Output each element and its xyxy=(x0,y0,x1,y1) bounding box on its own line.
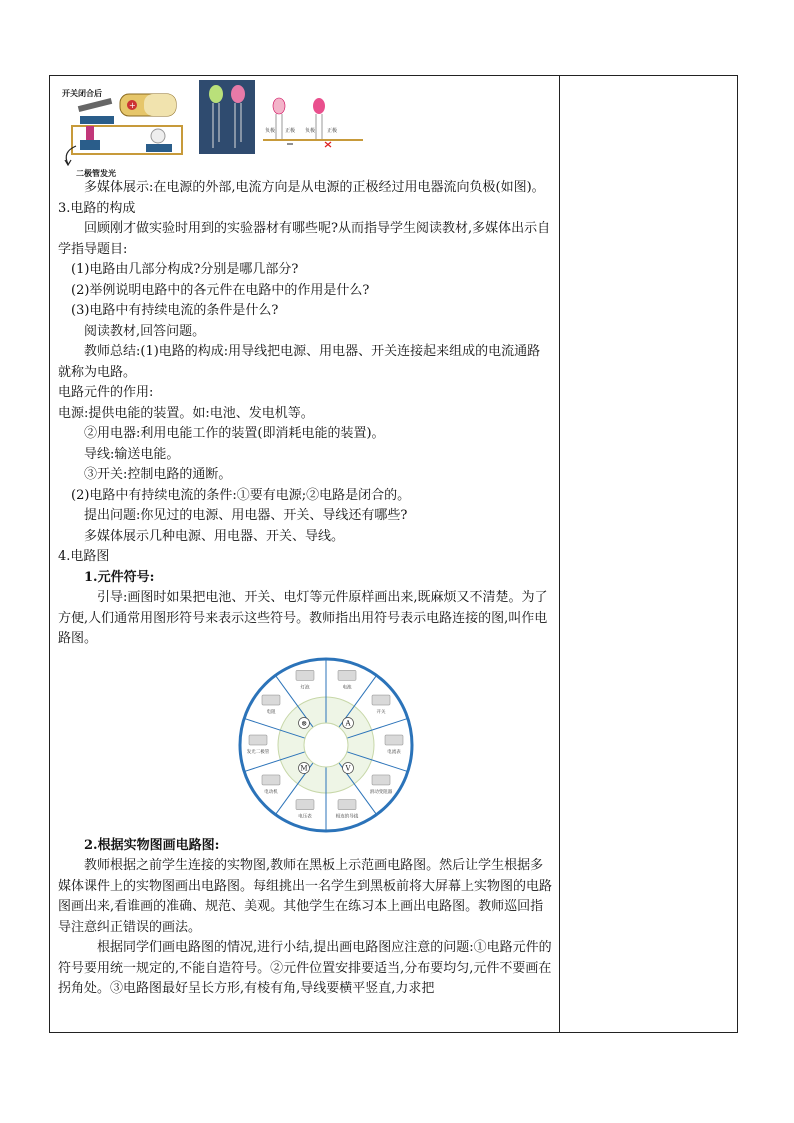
component-photo xyxy=(338,670,356,680)
svg-text:+: + xyxy=(129,101,136,110)
wheel-label: 电流表 xyxy=(387,749,401,755)
sub-heading: 1.元件符号: xyxy=(84,569,155,585)
wheel-label: 电压表 xyxy=(298,814,312,820)
question: (2)举例说明电路中的各元件在电路中的作用是什么? xyxy=(71,282,370,298)
question: (3)电路中有持续电流的条件是什么? xyxy=(71,303,279,318)
wheel-label: 发光二极管 xyxy=(246,749,270,755)
paragraph: 导线:输送电能。 xyxy=(84,446,180,462)
svg-text:负极: 负极 xyxy=(265,128,276,134)
lesson-table xyxy=(49,75,738,1033)
symbol-letter: ⊗ xyxy=(301,719,307,727)
wheel-label: 滑动变阻器 xyxy=(369,789,393,795)
top-figures xyxy=(58,76,552,178)
component-photo xyxy=(296,670,314,680)
paragraph: ③开关:控制电路的通断。 xyxy=(84,467,232,482)
paragraph: (2)电路中有持续电流的条件:①要有电源;②电路是闭合的。 xyxy=(71,487,411,503)
switch-closed-caption: 开关闭合后 xyxy=(62,89,102,98)
paragraph: 电路元件的作用: xyxy=(58,385,154,400)
arrow-icon xyxy=(60,144,80,166)
column-divider xyxy=(559,76,560,1032)
led-polarity-figure xyxy=(263,96,363,154)
paragraph: 提出问题:你见过的电源、用电器、开关、导线还有哪些? xyxy=(84,508,408,523)
paragraph: 根据同学们画电路图的情况,进行小结,提出画电路图应注意的问题:①电路元件的符号要用统一规定的,不能自造符号。②元件位置安排要适当,分布要均匀,元件不要画在拐角处。③电路图最好呈长方形,有棱有角,导线要横平竖直,力求把 xyxy=(58,940,552,996)
section-heading: 3.电路的构成 xyxy=(58,200,136,216)
svg-text:负极: 负极 xyxy=(305,128,316,134)
paragraph: 回顾刚才做实验时用到的实验器材有哪些呢?从而指导学生阅读教材,多媒体出示自学指导题目: xyxy=(58,221,551,257)
svg-text:正极: 正极 xyxy=(327,128,338,134)
paragraph: 阅读教材,回答问题。 xyxy=(84,323,206,339)
wheel-label: 灯泡 xyxy=(300,684,310,690)
wheel-label: 电池 xyxy=(342,684,352,690)
section-heading: 4.电路图 xyxy=(58,549,110,564)
symbol-letter: V xyxy=(345,764,351,772)
component-symbol-wheel xyxy=(58,656,552,834)
paragraph: 多媒体展示:在电源的外部,电流方向是从电源的正极经过用电器流向负极(如图)。 xyxy=(84,180,545,195)
wheel-label: 电动机 xyxy=(264,789,278,795)
component-photo xyxy=(262,695,280,705)
led-glow-caption: 二极管发光 xyxy=(76,169,116,178)
sub-heading: 2.根据实物图画电路图: xyxy=(84,837,220,853)
component-photo xyxy=(338,799,356,809)
svg-text:正极: 正极 xyxy=(285,128,296,134)
symbol-letter: M xyxy=(300,764,308,772)
component-photo xyxy=(372,695,390,705)
component-photo xyxy=(385,735,403,745)
component-photo xyxy=(296,799,314,809)
component-photo xyxy=(249,735,267,745)
component-photo xyxy=(372,774,390,784)
symbol-letter: A xyxy=(345,719,351,727)
component-photo xyxy=(262,774,280,784)
wheel-label: 电阻 xyxy=(266,709,276,715)
paragraph: 电源:提供电能的装置。如:电池、发电机等。 xyxy=(58,405,314,421)
wheel-label: 相连的导线 xyxy=(335,814,359,820)
led-photo xyxy=(199,80,255,154)
paragraph: 教师根据之前学生连接的实物图,教师在黑板上示范画电路图。然后让学生根据多媒体课件上的实物图画出电路图。每组挑出一名学生到黑板前将大屏幕上实物图的电路图画出来,看谁画的准确、规范、美观。其他学生在练习本上画出电路图。教师巡回指导注意纠正错误的画法。 xyxy=(58,858,553,935)
symbol-wheel-figure xyxy=(236,656,416,834)
wheel-label: 开关 xyxy=(376,709,386,715)
paragraph: 引导:画图时如果把电池、开关、电灯等元件原样画出来,既麻烦又不清楚。为了方便,人们通常用图形符号来表示这些符号。教师指出用符号表示电路连接的图,叫作电路图。 xyxy=(58,590,548,646)
paragraph: 教师总结:(1)电路的构成:用导线把电源、用电器、开关连接起来组成的电流通路就称为电路。 xyxy=(58,344,541,380)
paragraph: 多媒体展示几种电源、用电器、开关、导线。 xyxy=(84,528,345,544)
question: (1)电路由几部分构成?分别是哪几部分? xyxy=(71,262,299,277)
wheel-center xyxy=(304,723,348,767)
paragraph: ②用电器:利用电能工作的装置(即消耗电能的装置)。 xyxy=(84,426,385,441)
lesson-content xyxy=(58,76,552,1000)
